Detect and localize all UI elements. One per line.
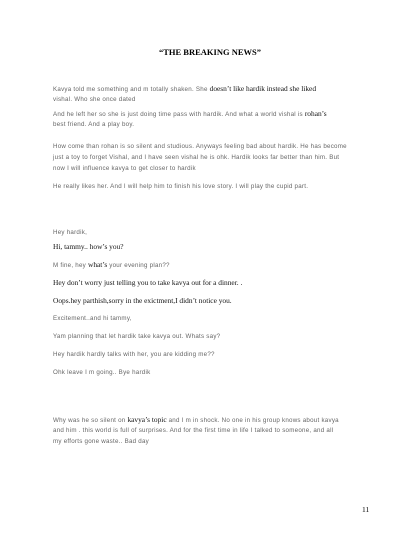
text-run: Ohk leave I m going.. Bye hardik xyxy=(53,369,151,376)
text-run: Why was he so silent on xyxy=(53,417,128,424)
paragraph xyxy=(53,277,383,288)
paragraph xyxy=(53,227,383,238)
text-run: best friend. And a play boy. xyxy=(53,121,135,128)
text-run: and him . this world is full of surprises. And for the first time in life I talked to someone, and all xyxy=(53,427,334,434)
text-run: rohan’s xyxy=(304,109,327,118)
text-run: Yam planning that let hardik take kavya out. Whats say? xyxy=(53,333,221,340)
text-run: Kavya told me something and m totally shaken. She xyxy=(53,86,210,93)
text-run: just a toy to forget Vishal, and I have seen vishal he is ohk. Hardik looks far better than him. But xyxy=(53,154,340,161)
page-number: 11 xyxy=(362,505,370,514)
paragraph xyxy=(53,108,383,130)
text-run: And he left her so she is just doing time pass with hardik. And what a world vishal is xyxy=(53,111,305,118)
text-run: and I m in shock. No one in his group knows about kavya xyxy=(166,417,339,424)
text-run: M fine, hey xyxy=(53,262,88,269)
paragraph xyxy=(53,313,383,324)
text-run: Excitement..and hi tammy, xyxy=(53,315,132,322)
text-run: doesn’t like hardik instead she liked xyxy=(209,84,317,93)
text-line xyxy=(53,277,383,288)
text-line xyxy=(53,367,383,378)
paragraph xyxy=(53,349,383,360)
text-line xyxy=(53,181,383,192)
text-line xyxy=(53,241,383,252)
text-line xyxy=(53,436,383,447)
text-run: Hey hardik hardly talks with her, you are kidding me?? xyxy=(53,351,215,358)
text-run: now I will influence kavya to get closer to hardik xyxy=(53,165,196,172)
paragraph xyxy=(53,414,383,447)
paragraph xyxy=(53,295,383,306)
paragraph xyxy=(53,181,383,192)
paragraph xyxy=(53,367,383,378)
text-run: Hi, tammy.. how’s you? xyxy=(53,242,124,251)
text-line xyxy=(53,313,383,324)
paragraph xyxy=(53,83,383,105)
text-line xyxy=(53,331,383,342)
paragraph xyxy=(53,331,383,342)
text-run: kavya’s topic xyxy=(127,415,167,424)
text-line xyxy=(53,141,383,152)
document-title: “THE BREAKING NEWS” xyxy=(158,47,262,57)
text-run: vishal. Who she once dated xyxy=(53,96,136,103)
text-line xyxy=(53,94,383,105)
text-run: Oops.hey parthish,sorry in the exictment,I didn’t notice you. xyxy=(53,296,232,305)
text-line xyxy=(53,349,383,360)
text-run: How come than rohan is so silent and studious. Anyways feeling bad about hardik. He has become xyxy=(53,143,347,150)
text-run: what’s xyxy=(87,260,108,269)
text-line xyxy=(53,425,383,436)
text-line xyxy=(53,227,383,238)
text-run: Hey don’t worry just telling you to take kavya out for a dinner. . xyxy=(53,278,243,287)
text-run: Hey hardik, xyxy=(53,229,88,236)
text-line xyxy=(53,259,383,270)
text-line xyxy=(53,163,383,174)
text-line xyxy=(53,83,383,94)
paragraph xyxy=(53,241,383,252)
text-line xyxy=(53,108,383,119)
text-run: He really likes her. And I will help him to finish his love story. I will play the cupid part. xyxy=(53,183,309,190)
text-line xyxy=(53,414,383,425)
text-run: my efforts gone waste.. Bad day xyxy=(53,438,150,445)
paragraph xyxy=(53,259,383,270)
paragraph xyxy=(53,141,383,174)
text-line xyxy=(53,295,383,306)
text-line xyxy=(53,152,383,163)
text-line xyxy=(53,119,383,130)
text-run: your evening plan?? xyxy=(107,262,170,269)
